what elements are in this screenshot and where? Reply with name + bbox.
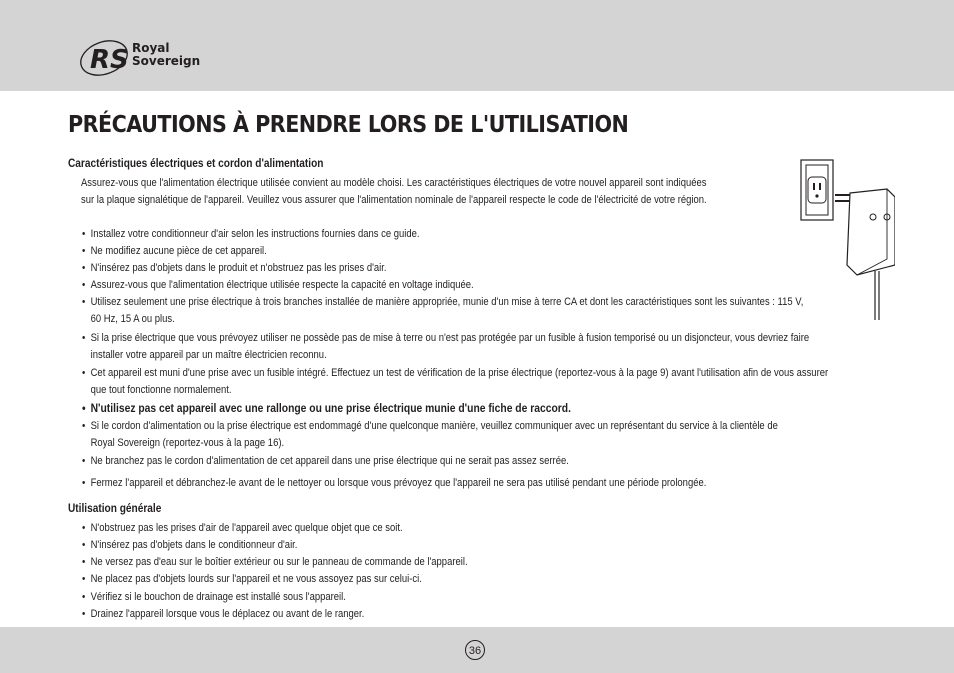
intro-line-2: sur la plaque signalétique de l'appareil. Veuillez vous assurer que l'alimentation nominale de l'appareil respecte le code de l'électricité de votre région. bbox=[81, 194, 707, 206]
list-item: • Si le cordon d'alimentation ou la prise électrique est endommagé d'une quelconque manière, veuillez communiquer avec un représentant du service à la clientèle de Royal Sovereign (reportez-vous à la page 16). bbox=[82, 420, 778, 449]
list-item: • Utilisez seulement une prise électrique à trois branches installée de manière appropriée, munie d'un mise à terre CA et dont les caractéristiques sont les suivantes : 115 V, 60 Hz, 15 A ou plus. bbox=[82, 296, 804, 325]
svg-text:RS: RS bbox=[90, 45, 129, 75]
list-item: • Drainez l'appareil lorsque vous le déplacez ou avant de le ranger. bbox=[82, 608, 365, 620]
list-item: • Vérifiez si le bouchon de drainage est installé sous l'appareil. bbox=[82, 591, 346, 603]
wall-outlet-plug-icon bbox=[795, 155, 895, 320]
list-item: • Si la prise électrique que vous prévoyez utiliser ne possède pas de mise à terre ou n'est pas protégée par un fusible à fusion temporisé ou un disjoncteur, vous devriez faire installer votre appareil par un maître électricien reconnu. bbox=[82, 332, 810, 361]
list-item: • N'insérez pas d'objets dans le produit et n'obstruez pas les prises d'air. bbox=[82, 262, 387, 274]
logo-wordmark bbox=[132, 42, 200, 68]
logo-word-sovereign: Sovereign bbox=[132, 54, 201, 68]
section-heading-electrical: Caractéristiques électriques et cordon d'alimentation bbox=[68, 158, 324, 170]
page-number: 36 bbox=[465, 640, 485, 660]
page-title: PRÉCAUTIONS À PRENDRE LORS DE L'UTILISATION bbox=[68, 112, 629, 138]
list-item: • Installez votre conditionneur d'air selon les instructions fournies dans ce guide. bbox=[82, 228, 420, 240]
list-item: • Assurez-vous que l'alimentation électrique utilisée respecte la capacité en voltage indiquée. bbox=[82, 279, 474, 291]
list-item: • Fermez l'appareil et débranchez-le avant de le nettoyer ou lorsque vous prévoyez que l'appareil ne sera pas utilisé pendant une période prolongée. bbox=[82, 477, 707, 489]
list-item: • N'obstruez pas les prises d'air de l'appareil avec quelque objet que ce soit. bbox=[82, 522, 403, 534]
list-item: • Ne branchez pas le cordon d'alimentation de cet appareil dans une prise électrique qui ne serait pas assez serrée. bbox=[82, 455, 569, 467]
section-heading-general: Utilisation générale bbox=[68, 503, 162, 515]
logo-word-royal: Royal bbox=[132, 41, 170, 55]
intro-line-1: Assurez-vous que l'alimentation électrique utilisée convient au modèle choisi. Les caractéristiques électriques de votre nouvel appareil sont indiquées bbox=[81, 177, 707, 189]
intro-paragraph bbox=[81, 175, 707, 209]
list-item: • Cet appareil est muni d'une prise avec un fusible intégré. Effectuez un test de vérification de la prise électrique (reportez-vous à la page 9) avant l'utilisation afin de vous assurer que tout fonctionne normalement. bbox=[82, 367, 829, 396]
list-item: • Ne placez pas d'objets lourds sur l'appareil et ne vous assoyez pas sur celui-ci. bbox=[82, 573, 422, 585]
list-item: • Ne modifiez aucune pièce de cet appareil. bbox=[82, 245, 267, 257]
list-item: • N'insérez pas d'objets dans le conditionneur d'air. bbox=[82, 539, 298, 551]
warning-list-item: • N'utilisez pas cet appareil avec une rallonge ou une prise électrique munie d'une fiche de raccord. bbox=[82, 401, 571, 415]
list-item: • Ne versez pas d'eau sur le boîtier extérieur ou sur le panneau de commande de l'appareil. bbox=[82, 556, 468, 568]
